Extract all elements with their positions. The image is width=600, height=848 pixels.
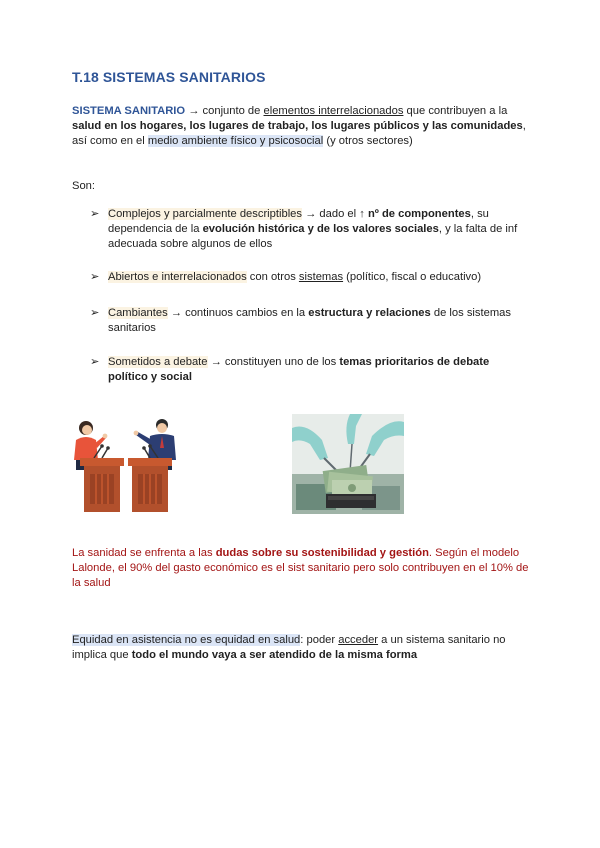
bullet-arrow-icon: ➢ xyxy=(90,271,100,283)
son-label: Son: xyxy=(72,180,96,192)
bullet-text: , y la falta de inf adecuada sobre algunos de ellos xyxy=(108,223,518,250)
red-text-2: . Según el modelo Lalonde, el 90% del gasto económico es el sist sanitario pero solo contribuyen en el 10% de la salud xyxy=(72,547,529,589)
equidad-bold: todo el mundo vaya a ser atendido de la misma forma xyxy=(131,649,418,661)
intro-text-3: , así como en el xyxy=(72,120,526,147)
bullet-arrow-icon: ➢ xyxy=(90,208,100,220)
sostenibilidad-paragraph xyxy=(72,546,532,591)
money-surgery-illustration-icon xyxy=(292,414,404,514)
intro-highlight: medio ambiente físico y psicosocial xyxy=(147,135,324,147)
bullet-item-complejos xyxy=(90,207,530,252)
bullet-text: (político, fiscal o educativo) xyxy=(343,271,482,283)
term-sistema-sanitario: SISTEMA SANITARIO xyxy=(72,105,186,117)
bullet-bold: nº de componentes xyxy=(367,208,471,220)
bullet-item-abiertos xyxy=(90,270,530,285)
intro-underlined: elementos interrelacionados xyxy=(263,105,404,117)
intro-paragraph xyxy=(72,104,532,149)
intro-bold: salud en los hogares, los lugares de trabajo, los lugares públicos y las comunidades xyxy=(72,120,523,132)
intro-arrow: → xyxy=(185,105,203,117)
page-title: T.18 SISTEMAS SANITARIOS xyxy=(72,69,266,85)
debate-illustration-icon xyxy=(70,416,182,514)
intro-text-2: que contribuyen a la xyxy=(403,105,508,117)
bullet-bold: estructura y relaciones xyxy=(308,307,431,319)
equidad-text-1: : poder xyxy=(300,634,339,646)
red-bold: dudas sobre su sostenibilidad y gestión xyxy=(215,547,429,559)
bullet-item-cambiantes xyxy=(90,306,530,336)
bullet-item-sometidos xyxy=(90,355,530,385)
bullet-underlined: sistemas xyxy=(298,271,344,283)
bullet-bold: evolución histórica y de los valores sociales xyxy=(202,223,439,235)
bullet-text: → continuos cambios en la xyxy=(167,307,309,319)
bullet-text: , su dependencia de la xyxy=(108,208,489,235)
red-text-1: La sanidad se enfrenta a las xyxy=(72,547,216,559)
bullet-text: → constituyen uno de los xyxy=(207,356,340,368)
bullet-arrow-icon: ➢ xyxy=(90,356,100,368)
bullet-text: con otros xyxy=(246,271,299,283)
intro-text-4: (y otros sectores) xyxy=(323,135,413,147)
bullet-highlight: Abiertos e interrelacionados xyxy=(108,271,247,283)
bullet-arrow-icon: ➢ xyxy=(90,307,100,319)
equidad-text-2: a un sistema sanitario no implica que xyxy=(72,634,506,661)
bullet-highlight: Sometidos a debate xyxy=(108,356,208,368)
equidad-highlight: Equidad en asistencia no es equidad en salud xyxy=(72,634,301,646)
bullet-highlight: Complejos y parcialmente descriptibles xyxy=(108,208,303,220)
intro-text-1: conjunto de xyxy=(202,105,264,117)
bullet-text: → dado el ↑ xyxy=(302,208,368,220)
bullet-text: de los sistemas sanitarios xyxy=(108,307,511,334)
equidad-underlined: acceder xyxy=(338,634,379,646)
bullet-bold: temas prioritarios de debate político y social xyxy=(108,356,490,383)
bullet-highlight: Cambiantes xyxy=(108,307,168,319)
equidad-paragraph xyxy=(72,633,532,663)
